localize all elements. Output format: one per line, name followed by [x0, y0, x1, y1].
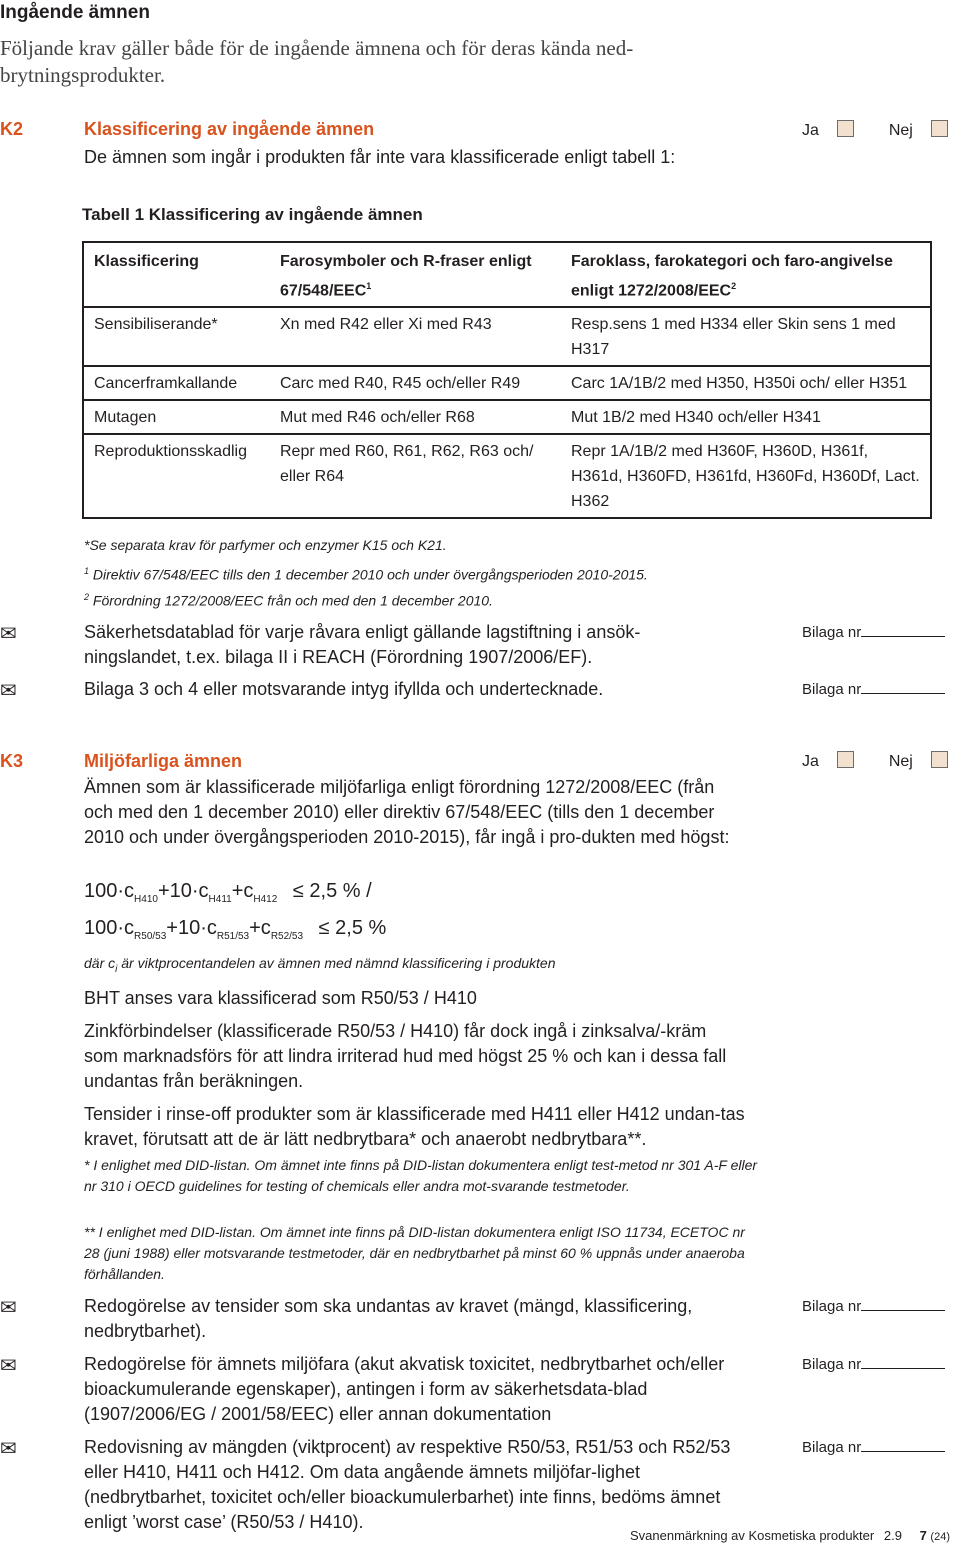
formula-explanation — [84, 953, 556, 980]
k3-title: Miljöfarliga ämnen — [84, 751, 243, 771]
table-header — [270, 242, 561, 307]
k2-title: Klassificering av ingående ämnen — [84, 119, 375, 139]
attachment-label: Bilaga nr — [802, 1356, 862, 1373]
table-cell: Carc med R40, R45 och/eller R49 — [270, 366, 561, 400]
table-header — [561, 242, 931, 307]
doc-item-text: Redovisning av mängden (viktprocent) av respektive R50/53, R51/53 och R52/53 eller H410, H411 och H412. Om data angående ämnets miljöfar-lighet (nedbrytbarhet, toxicitet och/eller bioackumulerbarhet) inte finns, bedöms ämnet enligt ’worst case’ (R50/53 / H410). — [84, 1437, 731, 1532]
formula-h — [84, 880, 372, 905]
k3-code: K3 — [0, 751, 24, 771]
attachment-line[interactable] — [861, 622, 945, 637]
formula-sub: R51/53 — [216, 931, 250, 942]
doc-item-text: Redogörelse för ämnets miljöfara (akut akvatisk toxicitet, nedbrytbarhet och/eller bioackumulerande egenskaper), antingen i form av säkerhetsdata-blad (1907/2006/EG / 2001/58/EEC) eller annan dokumentation — [84, 1354, 725, 1424]
formula-rhs: 2,5 % / — [309, 880, 372, 902]
footer-page: 7 — [919, 1528, 927, 1543]
table-note-text: Förordning 1272/2008/EEC från och med den 1 december 2010. — [92, 592, 493, 609]
k2-text: De ämnen som ingår i produkten får inte vara klassificerade enligt tabell 1: — [84, 147, 676, 167]
footer-version: 2.9 — [883, 1528, 902, 1543]
attachment-line[interactable] — [861, 1437, 945, 1452]
formula-rhs: 2,5 % — [335, 917, 387, 939]
formula-part: +10·c — [166, 917, 217, 939]
section-intro: Följande krav gäller både för de ingående ämnena och för deras kända ned-brytningsprodukter. — [0, 36, 634, 87]
table-cell: Xn med R42 eller Xi med R43 — [270, 307, 561, 366]
k2-ja-checkbox[interactable] — [837, 120, 854, 137]
table-cell: Sensibiliserande* — [83, 307, 270, 366]
table-cell: Mutagen — [83, 400, 270, 434]
where-pre: där c — [84, 955, 116, 971]
formula-part: +c — [231, 880, 254, 902]
formula-rel: ≤ — [318, 917, 330, 939]
table-cell: Cancerframkallande — [83, 366, 270, 400]
attachment-field[interactable] — [802, 1437, 945, 1456]
attachment-label: Bilaga nr — [802, 681, 862, 698]
k2-code: K2 — [0, 119, 24, 139]
k2-nej-checkbox[interactable] — [931, 120, 948, 137]
footnote-mark: 2 — [731, 281, 737, 291]
page-footer — [630, 1528, 950, 1543]
footnote-mark: 1 — [84, 566, 90, 576]
k3-note: ** I enlighet med DID-listan. Om ämnet inte finns på DID-listan dokumentera enligt ISO 11734, ECETOC nr 28 (juni 1988) eller motsvarande testmetoder, där en nedbrytbarhet på minst 60 % uppnås under anaeroba förhållanden. — [84, 1224, 745, 1282]
table-note — [84, 561, 648, 586]
envelope-icon: ✉ — [0, 623, 17, 645]
attachment-field[interactable] — [802, 622, 945, 641]
formula-sub: R50/53 — [134, 931, 167, 942]
formula-sub: R52/53 — [270, 931, 304, 942]
table-row — [83, 366, 931, 400]
table-row — [83, 400, 931, 434]
table-note: *Se separata krav för parfymer och enzymer K15 och K21. — [84, 537, 447, 553]
table-cell: Repr 1A/1B/2 med H360F, H360D, H361f, H361d, H360FD, H361fd, H360Fd, H360Df, Lact. H362 — [561, 434, 931, 518]
attachment-line[interactable] — [861, 1296, 945, 1311]
attachment-label: Bilaga nr — [802, 624, 862, 641]
attachment-field[interactable] — [802, 1296, 945, 1315]
table-note — [84, 587, 493, 612]
k3-ja-label: Ja — [802, 753, 819, 770]
classification-table — [82, 241, 932, 519]
attachment-field[interactable] — [802, 1354, 945, 1373]
k2-answer — [802, 120, 948, 140]
attachment-line[interactable] — [861, 679, 945, 694]
table-cell: Mut 1B/2 med H340 och/eller H341 — [561, 400, 931, 434]
envelope-icon: ✉ — [0, 1355, 17, 1377]
formula-sub: H411 — [208, 894, 232, 905]
doc-item-text: Redogörelse av tensider som ska undantas av kravet (mängd, klassificering, nedbrytbarhet). — [84, 1296, 693, 1341]
bht-text: BHT anses vara klassificerad som R50/53 / H410 — [84, 988, 477, 1008]
attachment-label: Bilaga nr — [802, 1439, 862, 1456]
formula-part: +c — [249, 917, 271, 939]
table-header-text: Farosymboler och R-fraser enligt 67/548/EEC — [280, 253, 532, 300]
table-header-row — [83, 242, 931, 307]
table-header-text: Faroklass, farokategori och faro-angivelse enligt 1272/2008/EEC — [571, 253, 893, 300]
k3-ja-checkbox[interactable] — [837, 751, 854, 768]
formula-sub: H410 — [134, 894, 158, 905]
envelope-icon: ✉ — [0, 1297, 17, 1319]
k2-ja-label: Ja — [802, 122, 819, 139]
table-cell: Reproduktionsskadlig — [83, 434, 270, 518]
table-cell: Resp.sens 1 med H334 eller Skin sens 1 med H317 — [561, 307, 931, 366]
formula-rel: ≤ — [292, 880, 304, 902]
attachment-label: Bilaga nr — [802, 1298, 862, 1315]
doc-item-text: Säkerhetsdatablad för varje råvara enligt gällande lagstiftning i ansök-ningslandet, t.ex. bilaga II i REACH (Förordning 1907/2006/EF). — [84, 622, 641, 667]
envelope-icon: ✉ — [0, 680, 17, 702]
footnote-mark: 1 — [366, 281, 372, 291]
formula-r — [84, 917, 386, 942]
table-row — [83, 434, 931, 518]
formula-part: 100·c — [84, 880, 135, 902]
table-cell: Carc 1A/1B/2 med H350, H350i och/ eller H351 — [561, 366, 931, 400]
where-sub: i — [115, 963, 118, 975]
k3-text: Ämnen som är klassificerade miljöfarliga enligt förordning 1272/2008/EEC (från och med den 1 december 2010) eller direktiv 67/548/EEC (tills den 1 december 2010 och under övergångsperioden 2010-2015), får ingå i pro-dukten med högst: — [84, 777, 730, 847]
footer-total: (24) — [930, 1531, 950, 1543]
table-row — [83, 307, 931, 366]
where-post: är viktprocentandelen av ämnen med nämnd klassificering i produkten — [117, 955, 556, 971]
attachment-field[interactable] — [802, 679, 945, 698]
section-heading: Ingående ämnen — [0, 2, 150, 23]
zink-text: Zinkförbindelser (klassificerade R50/53 / H410) får dock ingå i zinksalva/-kräm som marknadsförs för att lindra irriterad hud med högst 25 % och kan i dessa fall undantas från beräkningen. — [84, 1021, 727, 1091]
k3-nej-checkbox[interactable] — [931, 751, 948, 768]
envelope-icon: ✉ — [0, 1438, 17, 1460]
formula-sub: H412 — [253, 894, 278, 905]
k3-note: * I enlighet med DID-listan. Om ämnet inte finns på DID-listan dokumentera enligt test-metod nr 301 A-F eller nr 310 i OECD guidelines for testing of chemicals eller andra mot-svarande testmetoder. — [84, 1157, 758, 1194]
k2-nej-label: Nej — [888, 122, 913, 139]
table-header: Klassificering — [83, 242, 270, 307]
formula-part: 100·c — [84, 917, 135, 939]
k3-answer — [802, 751, 948, 771]
formula-part: +10·c — [157, 880, 209, 902]
tensider-text: Tensider i rinse-off produkter som är klassificerade med H411 eller H412 undan-tas kravet, förutsatt att de är lätt nedbrytbara* och anaerobt nedbrytbara**. — [84, 1104, 745, 1149]
footer-title: Svanenmärkning av Kosmetiska produkter — [630, 1528, 875, 1543]
k3-nej-label: Nej — [888, 753, 913, 770]
table-note-text: Direktiv 67/548/EEC tills den 1 december 2010 och under övergångsperioden 2010-2015. — [92, 566, 648, 583]
table-cell: Repr med R60, R61, R62, R63 och/ eller R64 — [270, 434, 561, 518]
footnote-mark: 2 — [84, 592, 90, 602]
attachment-line[interactable] — [861, 1354, 945, 1369]
table-cell: Mut med R46 och/eller R68 — [270, 400, 561, 434]
table-caption: Tabell 1 Klassificering av ingående ämnen — [82, 205, 423, 224]
doc-item-text: Bilaga 3 och 4 eller motsvarande intyg ifyllda och undertecknade. — [84, 679, 604, 699]
